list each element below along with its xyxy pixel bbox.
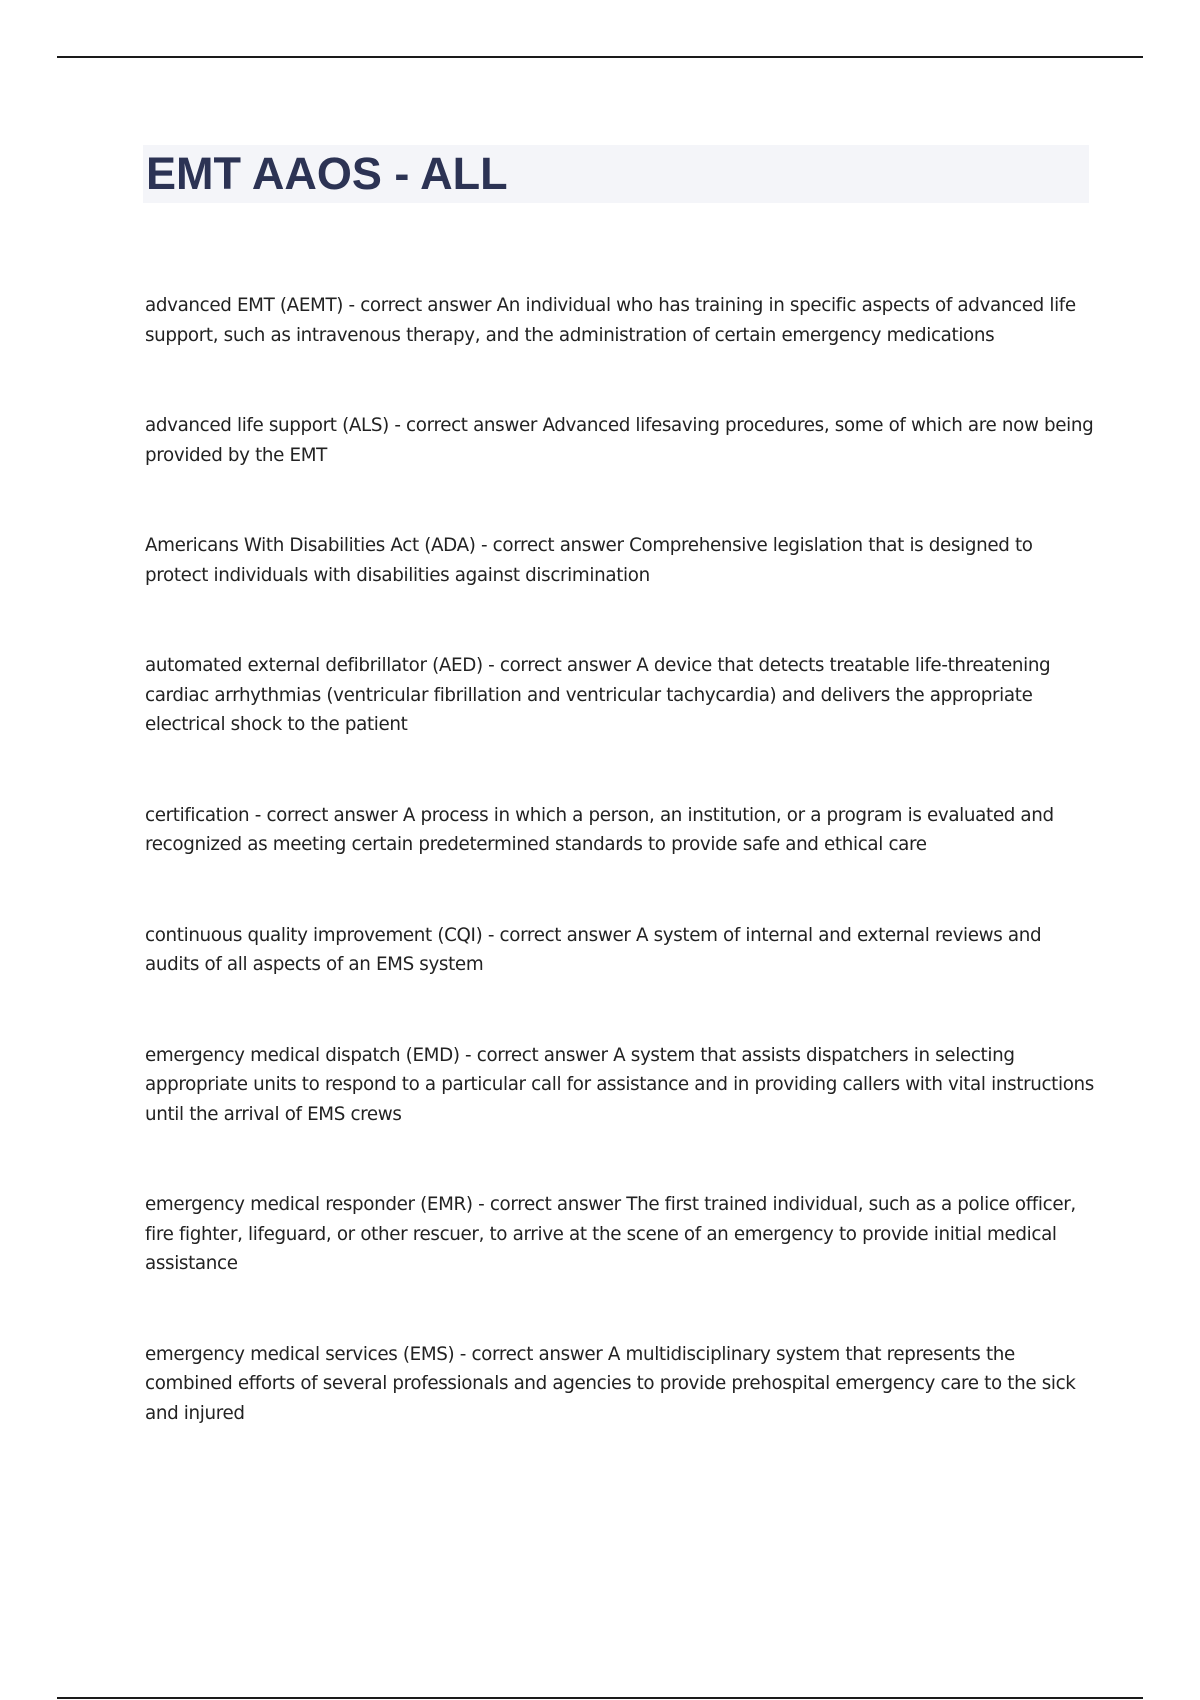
term-entry-aemt: advanced EMT (AEMT) - correct answer An individual who has training in specific aspects of advanced life support, such as intravenous therapy, and the administration of certain emergency medications	[145, 295, 1076, 346]
term-entry-cqi: continuous quality improvement (CQI) - correct answer A system of internal and external reviews and audits of all aspects of an EMS system	[145, 924, 1042, 975]
term-entry-aed: automated external defibrillator (AED) - correct answer A device that detects treatable life-threatening cardiac arrhythmias (ventricular fibrillation and ventricular tachycardia) and delivers the appropriate electrical shock to the patient	[145, 655, 1051, 735]
term-entry-als: advanced life support (ALS) - correct answer Advanced lifesaving procedures, some of which are now being provided by the EMT	[145, 415, 1094, 466]
term-entry-certification: certification - correct answer A process in which a person, an institution, or a program is evaluated and recognized as meeting certain predetermined standards to provide safe and ethical care	[145, 804, 1054, 855]
bottom-rule	[57, 1697, 1143, 1699]
term-entry-ada: Americans With Disabilities Act (ADA) - correct answer Comprehensive legislation that is designed to protect individuals with disabilities against discrimination	[145, 535, 1033, 586]
title-block	[143, 145, 1089, 203]
term-list	[145, 291, 1095, 1489]
term-entry-emd: emergency medical dispatch (EMD) - correct answer A system that assists dispatchers in selecting appropriate units to respond to a particular call for assistance and in providing callers with vital instructions until the arrival of EMS crews	[145, 1044, 1094, 1125]
term-entry-emr: emergency medical responder (EMR) - correct answer The first trained individual, such as a police officer, fire fighter, lifeguard, or other rescuer, to arrive at the scene of an emergency to provide initial medical assistance	[145, 1194, 1076, 1274]
page-title: EMT AAOS - ALL	[146, 148, 508, 199]
top-rule	[57, 56, 1143, 58]
term-entry-ems: emergency medical services (EMS) - correct answer A multidisciplinary system that represents the combined efforts of several professionals and agencies to provide prehospital emergency care to the sick and injured	[145, 1343, 1076, 1424]
